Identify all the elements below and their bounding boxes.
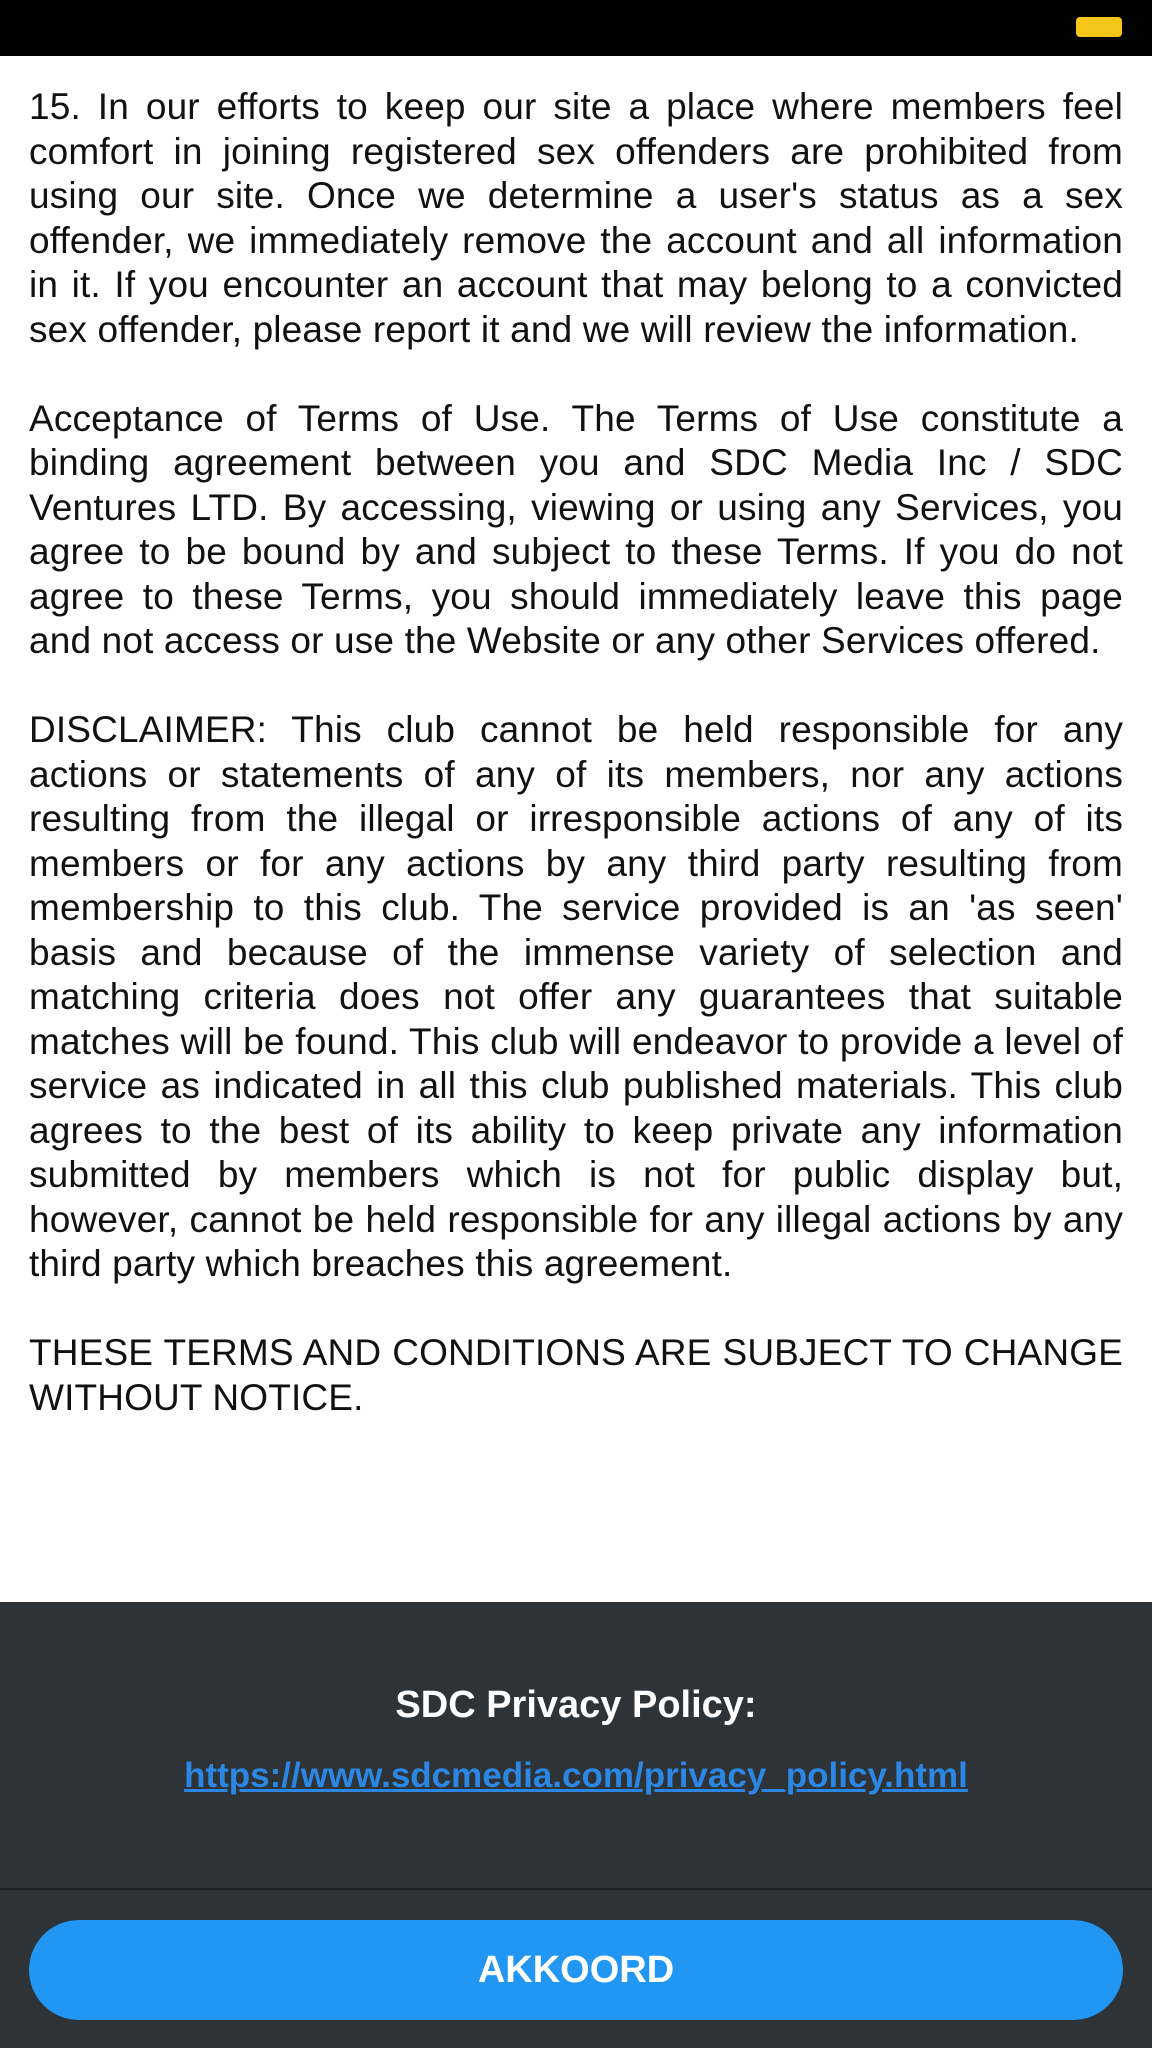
terms-footer [0, 1602, 1152, 2048]
agree-button[interactable] [29, 1920, 1123, 2020]
battery-icon [1076, 17, 1122, 37]
terms-paragraph-change-notice: THESE TERMS AND CONDITIONS ARE SUBJECT TO CHANGE WITHOUT NOTICE. [29, 1332, 1123, 1418]
privacy-policy-link[interactable]: https://www.sdcmedia.com/privacy_policy.html [184, 1756, 968, 1795]
agree-button-label: AKKOORD [477, 1948, 675, 1991]
status-bar [0, 0, 1152, 56]
terms-paragraph-acceptance: Acceptance of Terms of Use. The Terms of Use constitute a binding agreement between you and SDC Media Inc / SDC Ventures LTD. By accessing, viewing or using any Services, you agree to be bound by and subject to these Terms. If you do not agree to these Terms, you should immediately leave this page and not access or use the Website or any other Services offered. [29, 397, 1123, 661]
privacy-policy-title: SDC Privacy Policy: [395, 1684, 757, 1726]
footer-divider [0, 1888, 1152, 1890]
terms-paragraph-sex-offenders: 15. In our efforts to keep our site a place where members feel comfort in joining registered sex offenders are prohibited from using our site. Once we determine a user's status as a sex offender, we immediately remove the account and all information in it. If you encounter an account that may belong to a convicted sex offender, please report it and we will review the information. [29, 86, 1123, 350]
terms-paragraph-disclaimer: DISCLAIMER: This club cannot be held responsible for any actions or statements of any of its members, nor any actions resulting from the illegal or irresponsible actions of any of its members or for any actions by any third party resulting from membership to this club. The service provided is an 'as seen' basis and because of the immense variety of selection and matching criteria does not offer any guarantees that suitable matches will be found. This club will endeavor to provide a level of service as indicated in all this club published materials. This club agrees to the best of its ability to keep private any information submitted by members which is not for public display but, however, cannot be held responsible for any illegal actions by any third party which breaches this agreement. [29, 709, 1123, 1284]
terms-content [29, 0, 1123, 1465]
